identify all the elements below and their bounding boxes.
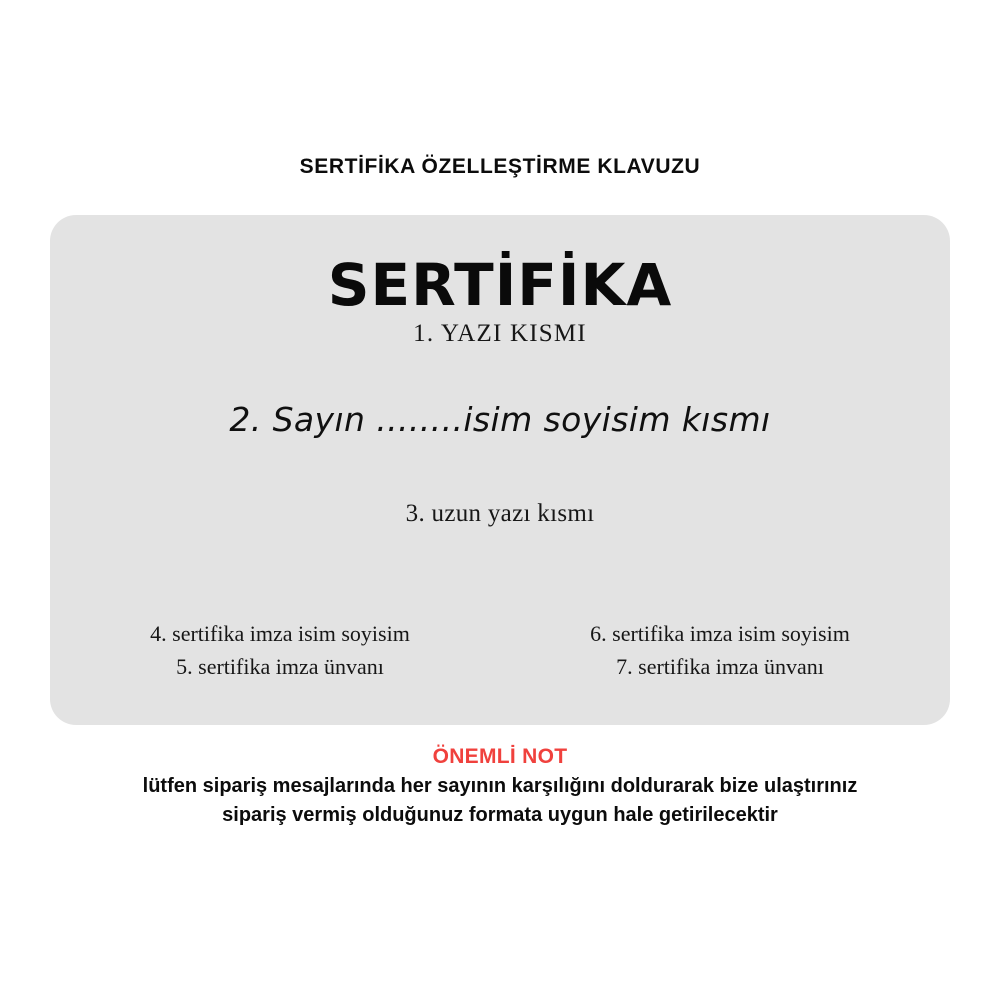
signature-left-title: 5. sertifika imza ünvanı: [176, 654, 384, 679]
important-note-line-1: lütfen sipariş mesajlarında her sayının karşılığını doldurarak bize ulaştırınız: [142, 775, 858, 797]
certificate-item-2: 2. Sayın ........isim soyisim kısmı: [229, 400, 771, 439]
signature-block-right: [530, 617, 910, 683]
certificate-title: SERTİFİKA: [327, 251, 673, 319]
certificate-item-1: 1. YAZI KISMI: [413, 320, 587, 347]
important-note-body: [0, 772, 1000, 830]
signature-right-title: 7. sertifika imza ünvanı: [616, 654, 824, 679]
signature-left-name: 4. sertifika imza isim soyisim: [150, 621, 410, 646]
important-note-line-2: sipariş vermiş olduğunuz formata uygun hale getirilecektir: [222, 804, 778, 826]
certificate-item-3: 3. uzun yazı kısmı: [405, 500, 595, 527]
important-note-heading: ÖNEMLİ NOT: [432, 745, 568, 768]
page-title: SERTİFİKA ÖZELLEŞTİRME KLAVUZU: [299, 155, 701, 178]
certificate-template-card: [50, 215, 950, 725]
signature-right-name: 6. sertifika imza isim soyisim: [590, 621, 850, 646]
signature-block-left: [90, 617, 470, 683]
